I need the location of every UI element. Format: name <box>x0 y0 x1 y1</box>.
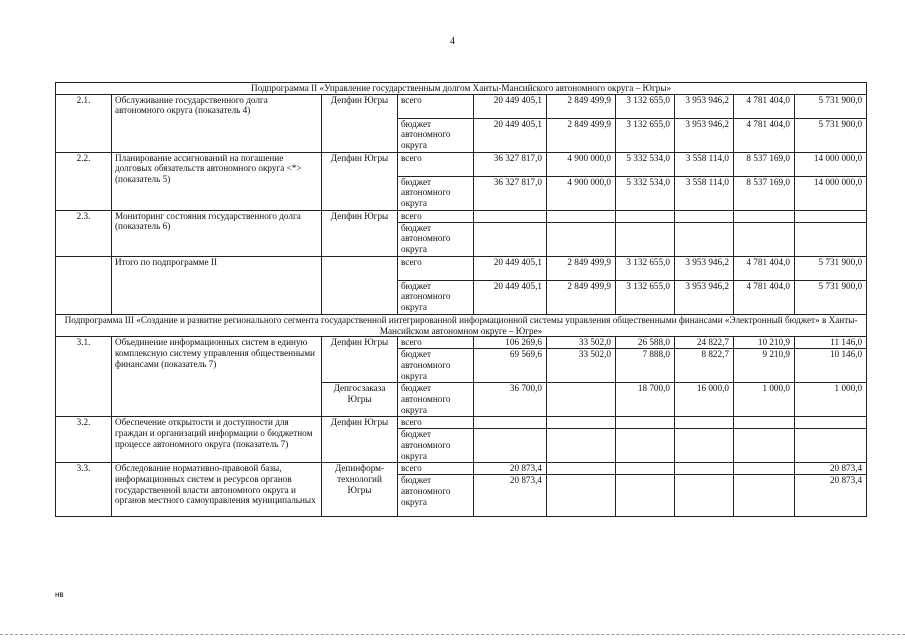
value-year-3: 3 558 114,0 <box>675 176 734 210</box>
value-total: 36 327 817,0 <box>474 152 547 176</box>
activity-name: Обследование нормативно-правовой базы, информационных систем и ресурсов органов государственной власти автономного округа и органов местного самоуправления муниципальных <box>112 463 322 517</box>
value-year-4: 1 000,0 <box>734 383 795 417</box>
funding-source: всего <box>398 152 474 176</box>
funding-source: всего <box>398 463 474 475</box>
value-year-5: 11 146,0 <box>795 337 867 349</box>
funding-source: бюджет автономного округа <box>398 118 474 152</box>
subprogram-2-title: Подпрограмма II «Управление государственным долгом Ханты-Мансийского автономного округа – Югры» <box>56 83 867 95</box>
value-year-1: 4 900 000,0 <box>547 152 616 176</box>
table-row <box>56 463 867 475</box>
activity-name: Обеспечение открытости и доступности для граждан и организаций информации о бюджетном процессе автономного округа (показатель 7) <box>112 417 322 463</box>
table-row <box>56 256 867 280</box>
value-year-1: 2 849 499,9 <box>547 256 616 280</box>
funding-source: бюджет автономного округа <box>398 222 474 256</box>
value-year-3: 3 953 946,2 <box>675 280 734 314</box>
value-year-5: 14 000 000,0 <box>795 152 867 176</box>
value-year-3: 3 953 946,2 <box>675 118 734 152</box>
value-total: 36 327 817,0 <box>474 176 547 210</box>
value-year-2: 3 132 655,0 <box>616 256 675 280</box>
value-year-1: 2 849 499,9 <box>547 94 616 118</box>
activity-name: Мониторинг состояния государственного долга (показатель 6) <box>112 210 322 256</box>
value-year-1: 33 502,0 <box>547 337 616 349</box>
row-number: 2.3. <box>56 210 112 256</box>
row-number: 3.2. <box>56 417 112 463</box>
funding-source: всего <box>398 256 474 280</box>
table-row <box>56 94 867 118</box>
value-year-1 <box>547 383 616 417</box>
row-number: 3.1. <box>56 337 112 417</box>
value-year-5: 10 146,0 <box>795 349 867 383</box>
total-label: Итого по подпрограмме II <box>112 256 322 314</box>
row-number: 2.1. <box>56 94 112 152</box>
value-year-3: 3 558 114,0 <box>675 152 734 176</box>
funding-source: всего <box>398 337 474 349</box>
value-year-3: 3 953 946,2 <box>675 94 734 118</box>
activity-name: Планирование ассигнований на погашение долговых обязательств автономного округа <*> (показатель 5) <box>112 152 322 210</box>
value-year-2: 5 332 534,0 <box>616 176 675 210</box>
executor: Депфин Югры <box>322 94 398 152</box>
value-year-4: 4 781 404,0 <box>734 94 795 118</box>
value-year-4: 9 210,9 <box>734 349 795 383</box>
executor: Депфин Югры <box>322 337 398 383</box>
row-number: 3.3. <box>56 463 112 517</box>
value-year-2: 26 588,0 <box>616 337 675 349</box>
executor: Депинформ-технологий Югры <box>322 463 398 517</box>
value-total: 36 700,0 <box>474 383 547 417</box>
value-year-5: 5 731 900,0 <box>795 94 867 118</box>
section-header-row <box>56 314 867 337</box>
value-total: 20 449 405,1 <box>474 256 547 280</box>
value-year-5: 5 731 900,0 <box>795 256 867 280</box>
funding-source: всего <box>398 210 474 222</box>
funding-source: бюджет автономного округа <box>398 429 474 463</box>
value-total: 69 569,6 <box>474 349 547 383</box>
value-year-3: 16 000,0 <box>675 383 734 417</box>
subprogram-3-title: Подпрограмма III «Создание и развитие регионального сегмента государственной интегрированной информационной системы управления общественными финансами «Электронный бюджет» в Ханты-Мансийском автономном округе – Югре» <box>56 314 867 337</box>
executor: Депфин Югры <box>322 417 398 463</box>
value-total: 20 873,4 <box>474 475 547 517</box>
value-year-5: 14 000 000,0 <box>795 176 867 210</box>
value-year-5: 5 731 900,0 <box>795 280 867 314</box>
value-year-3: 3 953 946,2 <box>675 256 734 280</box>
value-year-2: 5 332 534,0 <box>616 152 675 176</box>
value-year-5: 20 873,4 <box>795 463 867 475</box>
value-year-4: 10 210,9 <box>734 337 795 349</box>
value-total: 20 449 405,1 <box>474 94 547 118</box>
value-year-1: 2 849 499,9 <box>547 280 616 314</box>
value-year-5: 1 000,0 <box>795 383 867 417</box>
funding-source: всего <box>398 417 474 429</box>
value-year-2: 3 132 655,0 <box>616 94 675 118</box>
funding-source: бюджет автономного округа <box>398 176 474 210</box>
value-year-4: 8 537 169,0 <box>734 176 795 210</box>
budget-table <box>55 82 866 517</box>
table-row <box>56 417 867 429</box>
value-year-2: 3 132 655,0 <box>616 280 675 314</box>
scan-edge-line <box>0 634 905 635</box>
value-year-4: 8 537 169,0 <box>734 152 795 176</box>
value-total: 20 449 405,1 <box>474 280 547 314</box>
funding-source: бюджет автономного округа <box>398 280 474 314</box>
funding-source: бюджет автономного округа <box>398 383 474 417</box>
table-row <box>56 337 867 349</box>
value-year-4: 4 781 404,0 <box>734 280 795 314</box>
value-year-4: 4 781 404,0 <box>734 118 795 152</box>
value-year-2: 3 132 655,0 <box>616 118 675 152</box>
activity-name: Обслуживание государственного долга автономного округа (показатель 4) <box>112 94 322 152</box>
table-row <box>56 210 867 222</box>
executor: Депфин Югры <box>322 152 398 210</box>
value-year-5: 20 873,4 <box>795 475 867 517</box>
value-total: 20 873,4 <box>474 463 547 475</box>
value-year-2: 7 888,0 <box>616 349 675 383</box>
funding-source: бюджет автономного округа <box>398 475 474 517</box>
value-total: 20 449 405,1 <box>474 118 547 152</box>
value-year-2: 18 700,0 <box>616 383 675 417</box>
value-year-1: 2 849 499,9 <box>547 118 616 152</box>
row-number: 2.2. <box>56 152 112 210</box>
value-year-3: 8 822,7 <box>675 349 734 383</box>
value-year-3: 24 822,7 <box>675 337 734 349</box>
value-total: 106 269,6 <box>474 337 547 349</box>
table-row <box>56 152 867 176</box>
footer-mark: нв <box>55 590 64 599</box>
funding-source: бюджет автономного округа <box>398 349 474 383</box>
funding-source: всего <box>398 94 474 118</box>
value-year-1: 4 900 000,0 <box>547 176 616 210</box>
page-number: 4 <box>450 36 455 47</box>
value-year-4: 4 781 404,0 <box>734 256 795 280</box>
value-year-5: 5 731 900,0 <box>795 118 867 152</box>
executor: Депфин Югры <box>322 210 398 256</box>
activity-name: Объединение информационных систем в единую комплексную систему управления общественными финансами (показатель 7) <box>112 337 322 417</box>
value-year-1: 33 502,0 <box>547 349 616 383</box>
executor: Депгосзаказа Югры <box>322 383 398 417</box>
section-header-row <box>56 83 867 95</box>
